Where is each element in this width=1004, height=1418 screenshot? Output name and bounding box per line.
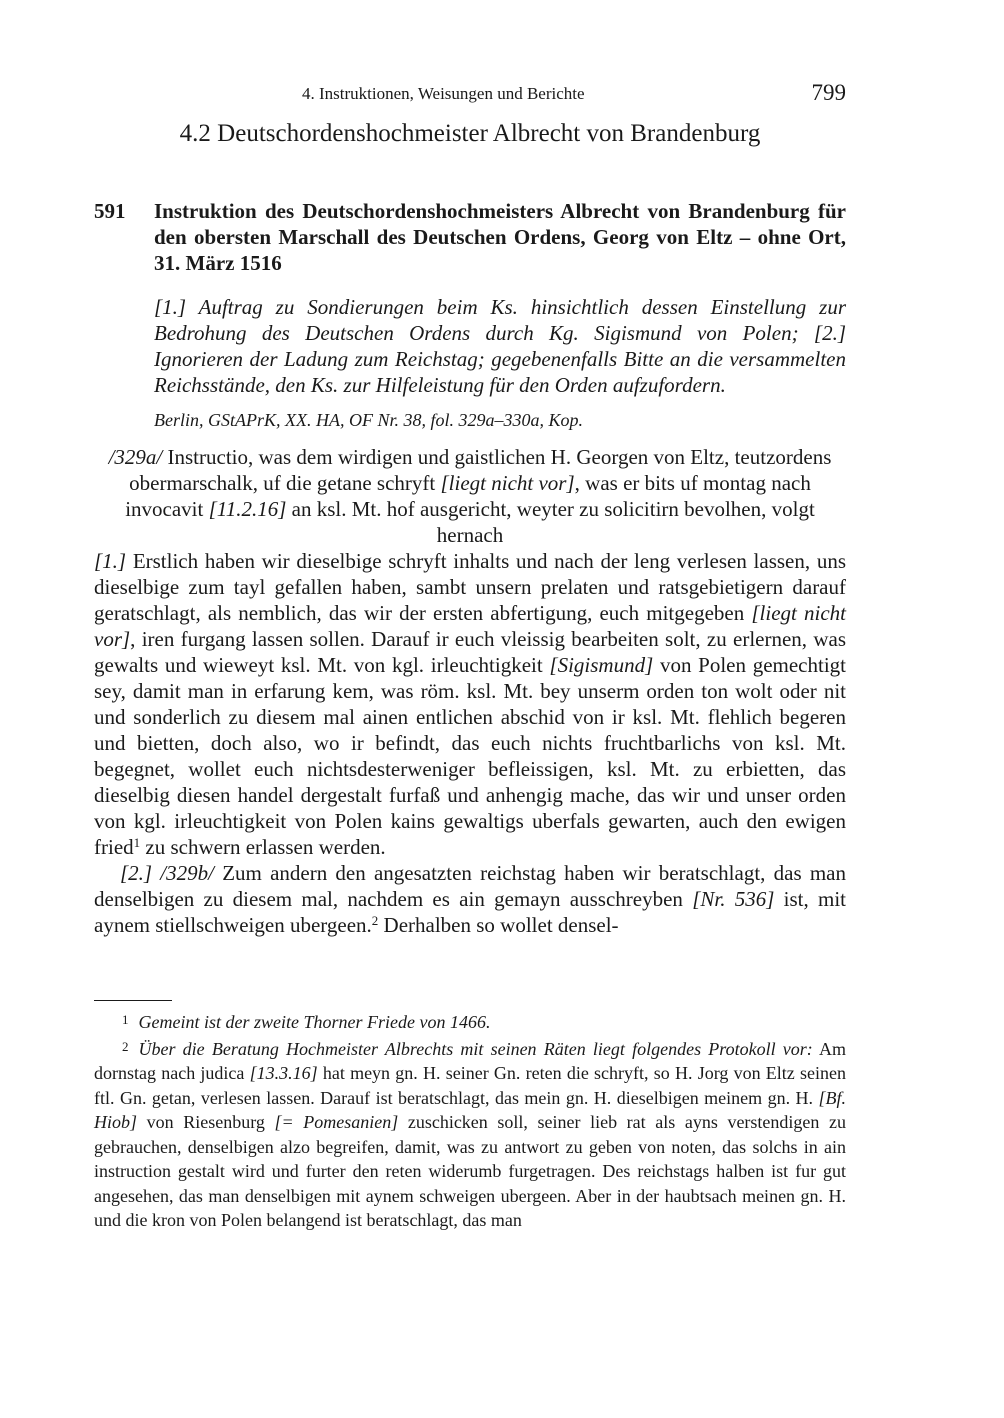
footnote-ref-2[interactable]: 2: [371, 913, 379, 928]
paragraph-text: von Polen gemechtigt sey, damit man in erfarung kem, was röm. ksl. Mt. bey unserm orden ton wolt oder nit und sonderlich zu diesem mal ainen entlichen abschid von ir ksl. Mt. flehlich begeren und bietten, doch also, wo ir befindt, das euch nichts fruchtbarlichs von ksl. Mt. begegnet, wollet euch nichtsdesterweniger befleissigen, ksl. Mt. zu erbietten, das dieselbig diesen handel dergestalt furfaß und anhengig mache, das wir und unser orden von kgl. irleuchtigkeit von Polen kains gewaltigs uberfals gewarten, auch den ewigen fried: [94, 653, 846, 859]
editorial-note: [Nr. 536]: [692, 887, 775, 911]
intro-text: Instructio, was dem wirdigen und gaistlichen H. Georgen von Eltz, teutzordens obermarschalk, uf die getane schryft: [129, 445, 832, 495]
footnote-text: von Riesenburg: [137, 1112, 275, 1132]
editorial-note: [= Pomesanien]: [274, 1112, 399, 1132]
source-citation: Berlin, GStAPrK, XX. HA, OF Nr. 38, fol. 329a–330a, Kop.: [154, 410, 583, 430]
running-title: 4. Instruktionen, Weisungen und Berichte: [302, 84, 585, 103]
footnote-text: hat meyn gn. H. seiner Gn. reten die schryft, so H. Jorg von Eltz seinen ftl. Gn. getan, verlesen lassen. Darauf ist beratschlagt, das mein gn. H. dieselbigen meinem gn. H.: [94, 1063, 847, 1108]
footnote-ref-1[interactable]: 1: [133, 835, 141, 850]
editorial-note: [Sigismund]: [549, 653, 654, 677]
footnotes: [94, 1008, 846, 1233]
footnote-1: [94, 1008, 846, 1035]
footnote-mark: 1: [122, 1012, 129, 1027]
intro-text: , was er bits uf montag nach invocavit: [125, 471, 811, 521]
footnote-text: Gemeint ist der zweite Thorner Friede von 1466.: [138, 1012, 491, 1032]
document-intro: [94, 444, 846, 548]
paragraph-text: Derhalben so wollet densel-: [378, 913, 619, 937]
footnote-editorial-text: Über die Beratung Hochmeister Albrechts mit seinen Räten liegt folgendes Protokoll vor:: [138, 1038, 813, 1059]
running-head: [94, 80, 846, 110]
paragraph-2: [94, 860, 846, 938]
document-heading: [94, 198, 846, 276]
paragraph-marker: [1.]: [94, 549, 127, 573]
footnote-mark: 2: [122, 1038, 129, 1054]
footnote-2: [94, 1035, 846, 1233]
paragraph-text: ist, mit aynem stiellschweigen ubergeen.: [94, 887, 846, 937]
editorial-note: [liegt nicht vor]: [440, 471, 575, 495]
editorial-date: [13.3.16]: [249, 1063, 318, 1083]
page-number: 799: [811, 80, 846, 105]
footnote-separator: [94, 1000, 172, 1001]
document-number: 591: [94, 199, 126, 223]
document-title: Instruktion des Deutschordenshochmeisters Albrecht von Brandenburg für den obersten Marschall des Deutschen Ordens, Georg von Eltz – ohne Ort, 31. März 1516: [154, 199, 846, 275]
editorial-note: [liegt nicht vor]: [94, 601, 846, 651]
footnote-text: zuschicken soll, seiner lieb rat als ayns verstendigen zu gebrauchen, denselbigen alzo begreifen, damit, was zu antwort zu geben von noten, das solchs in ain instruction gestalt wird und furter den reten widerumb furgetragen. Des reichstags halben ist fur gut angesehen, das man denselbigen mit aynem schweigen ubergeen. Aber in der haubtsach meinen gn. H. und die kron von Polen belangend ist beratschlagt, das man: [94, 1112, 847, 1230]
paragraph-1: [94, 548, 846, 860]
main-text: [94, 548, 846, 938]
folio-marker: /329a/: [108, 445, 163, 469]
regest: [1.] Auftrag zu Sondierungen beim Ks. hinsichtlich dessen Einstellung zur Bedrohung des Deutschen Ordens durch Kg. Sigismund von Polen; [2.] Ignorieren der Ladung zum Reichstag; gegebenenfalls Bitte an die versammelten Reichsstände, den Ks. zur Hilfeleistung für den Orden aufzufordern.: [154, 295, 846, 397]
editorial-date: [11.2.16]: [208, 497, 287, 521]
paragraph-text: , iren furgang lassen sollen. Darauf ir euch vleissig bearbeiten solt, zu erlernen, was gewalts und wieweyt ksl. Mt. von kgl. irleuchtigkeit: [94, 627, 846, 677]
editorial-note: [Bf. Hiob]: [94, 1087, 846, 1132]
section-heading: 4.2 Deutschordenshochmeister Albrecht von Brandenburg: [179, 120, 761, 147]
paragraph-text: zu schwern erlassen werden.: [140, 835, 386, 859]
paragraph-text: Erstlich haben wir dieselbige schryft inhalts und nach der leng verlesen lassen, uns dieselbige zum tayl gefallen haben, sambt unsern prelaten und ratsgebietigern darauf geratschlagt, als nemblich, das wir der ersten abfertigung, euch mitgegeben: [94, 549, 846, 625]
paragraph-marker: [2.] /329b/: [120, 861, 214, 885]
paragraph-text: Zum andern den angesatzten reichstag haben wir beratschlagt, das man denselbigen zu diesem mal, nachdem es ain gemayn ausschreyben: [94, 861, 846, 911]
footnote-text: Am dornstag nach judica: [94, 1038, 846, 1083]
intro-text: an ksl. Mt. hof ausgericht, weyter zu solicitirn bevolhen, volgt hernach: [286, 497, 815, 547]
